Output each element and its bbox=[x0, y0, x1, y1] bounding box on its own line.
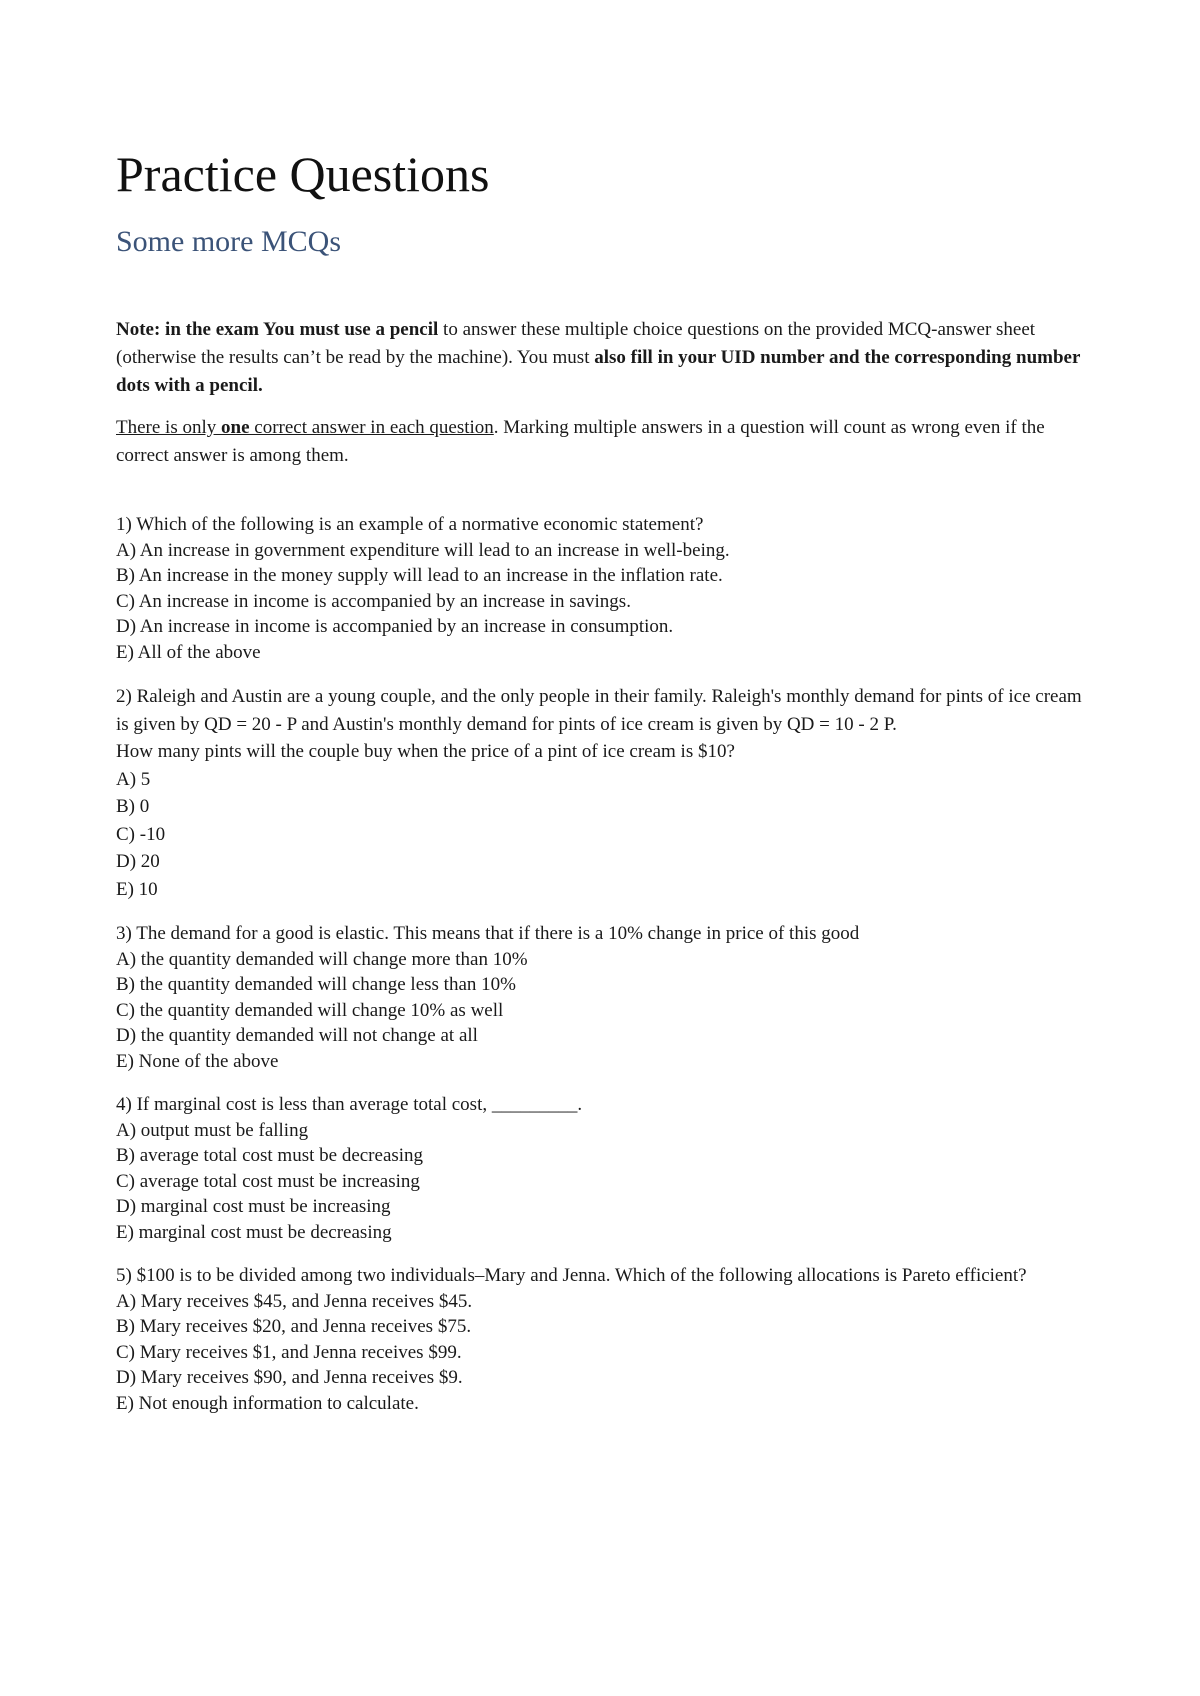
question-stem: 4) If marginal cost is less than average total cost, _________. bbox=[116, 1094, 583, 1115]
question-1 bbox=[116, 512, 1096, 665]
answer-option: D) An increase in income is accompanied by an increase in consumption. bbox=[116, 616, 674, 637]
question-stem: 3) The demand for a good is elastic. This means that if there is a 10% change in price of this good bbox=[116, 923, 860, 944]
question-3 bbox=[116, 921, 1096, 1074]
page-title: Practice Questions bbox=[116, 146, 490, 202]
answer-option: B) 0 bbox=[116, 796, 150, 817]
answer-option: E) All of the above bbox=[116, 641, 261, 663]
answer-option: C) -10 bbox=[116, 823, 166, 845]
answer-option: E) marginal cost must be decreasing bbox=[116, 1221, 392, 1243]
answer-option: C) Mary receives $1, and Jenna receives $99. bbox=[116, 1341, 462, 1363]
question-stem: 2) Raleigh and Austin are a young couple, and the only people in their family. Raleigh's monthly demand for pints of ice cream is given by QD = 20 - P and Austin's monthly demand for pints of ice cream is given by QD = 10 - 2 P. bbox=[116, 686, 1082, 735]
question-list bbox=[116, 512, 1096, 1416]
answer-option: A) output must be falling bbox=[116, 1119, 309, 1141]
answer-option: D) Mary receives $90, and Jenna receives $9. bbox=[116, 1367, 463, 1388]
note-bold-lead: Note: in the exam You must use a pencil bbox=[116, 319, 439, 340]
answer-option: E) Not enough information to calculate. bbox=[116, 1392, 419, 1414]
answer-option: A) An increase in government expenditure will lead to an increase in well-being. bbox=[116, 539, 730, 561]
rule-text: . Marking multiple answers in a question will count as wrong even if the correct answer is among them. bbox=[116, 417, 1045, 466]
answer-option: B) Mary receives $20, and Jenna receives $75. bbox=[116, 1316, 472, 1337]
rule-underlined-start: There is only bbox=[116, 417, 222, 438]
answer-option: E) 10 bbox=[116, 878, 158, 900]
rule-underlined-end: correct answer in each question bbox=[249, 417, 494, 438]
answer-option: C) the quantity demanded will change 10% as well bbox=[116, 999, 504, 1021]
answer-option: C) An increase in income is accompanied by an increase in savings. bbox=[116, 590, 631, 612]
answer-option: D) the quantity demanded will not change at all bbox=[116, 1025, 478, 1046]
question-stem: 5) $100 is to be divided among two individuals–Mary and Jenna. Which of the following allocations is Pareto efficient? bbox=[116, 1265, 1027, 1286]
answer-option: A) 5 bbox=[116, 768, 151, 790]
answer-option: D) marginal cost must be increasing bbox=[116, 1196, 391, 1217]
question-2 bbox=[116, 683, 1096, 903]
answer-option: B) the quantity demanded will change less than 10% bbox=[116, 974, 516, 995]
note-bold-tail: also fill in your UID number and the corresponding number dots with a pencil. bbox=[116, 347, 1081, 396]
question-4 bbox=[116, 1092, 1096, 1245]
rule-underlined-bold: one bbox=[221, 417, 250, 438]
answer-option: E) None of the above bbox=[116, 1050, 279, 1072]
answer-option: B) An increase in the money supply will lead to an increase in the inflation rate. bbox=[116, 565, 723, 586]
exam-note bbox=[116, 316, 1096, 400]
answer-option: A) the quantity demanded will change more than 10% bbox=[116, 948, 528, 970]
note-text: to answer these multiple choice questions on the provided MCQ-answer sheet (otherwise the results can’t be read by the machine). You must bbox=[116, 319, 1036, 368]
page-subtitle: Some more MCQs bbox=[116, 225, 341, 258]
question-stem: 1) Which of the following is an example of a normative economic statement? bbox=[116, 514, 704, 535]
question-stem: How many pints will the couple buy when the price of a pint of ice cream is $10? bbox=[116, 741, 735, 762]
question-5 bbox=[116, 1263, 1096, 1416]
answer-option: C) average total cost must be increasing bbox=[116, 1170, 420, 1192]
document-page bbox=[116, 144, 1096, 1416]
answer-option: B) average total cost must be decreasing bbox=[116, 1145, 424, 1166]
answer-option: A) Mary receives $45, and Jenna receives $45. bbox=[116, 1290, 473, 1312]
answer-rule bbox=[116, 414, 1096, 470]
answer-option: D) 20 bbox=[116, 851, 160, 872]
